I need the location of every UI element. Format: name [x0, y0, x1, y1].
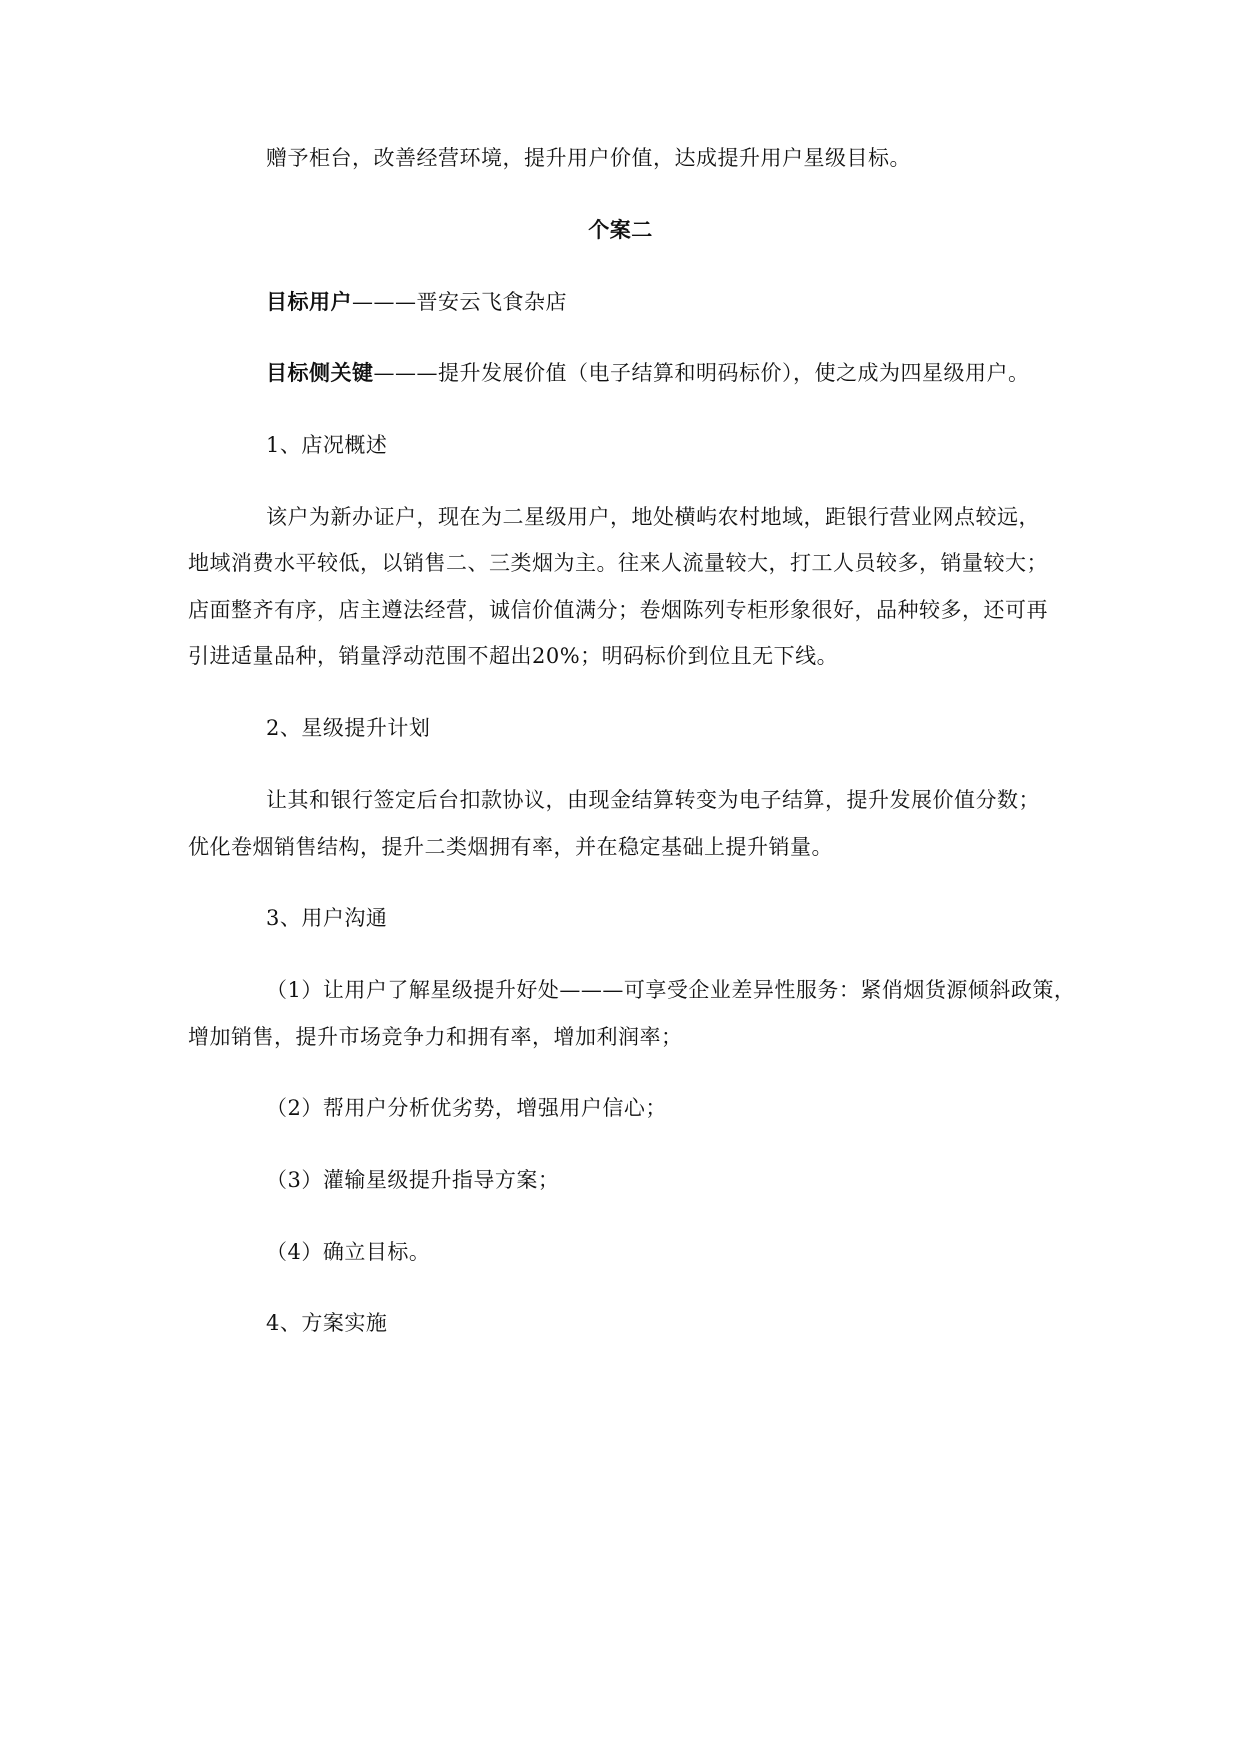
target-key-label: 目标侧关键	[266, 361, 374, 385]
section-1-title: 1、店况概述	[266, 433, 388, 457]
target-key-value: ———提升发展价值（电子结算和明码标价），使之成为四星级用户。	[373, 361, 1030, 385]
target-user-value: ———晋安云飞食杂店	[352, 290, 567, 314]
target-user-label: 目标用户	[266, 290, 352, 314]
section-4-title: 4、方案实施	[266, 1311, 388, 1335]
section-3-item-2: （2）帮用户分析优劣势，增强用户信心；	[266, 1096, 667, 1120]
section-1-line: 该户为新办证户，现在为二星级用户，地处横屿农村地域，距银行营业网点较远，	[266, 505, 1040, 529]
section-1-line: 店面整齐有序，店主遵法经营，诚信价值满分；卷烟陈列专柜形象很好，品种较多，还可再	[188, 598, 1048, 622]
intro-tail-paragraph: 赠予柜台，改善经营环境，提升用户价值，达成提升用户星级目标。	[266, 146, 911, 170]
section-2-line: 让其和银行签定后台扣款协议，由现金结算转变为电子结算，提升发展价值分数；	[266, 788, 1040, 812]
section-1-line: 引进适量品种，销量浮动范围不超出20%；明码标价到位且无下线。	[188, 644, 839, 668]
section-2-line: 优化卷烟销售结构，提升二类烟拥有率，并在稳定基础上提升销量。	[188, 835, 833, 859]
target-key-line	[266, 358, 1030, 388]
target-user-line	[266, 287, 567, 317]
case-title: 个案二	[588, 218, 653, 242]
section-3-item-1-line: 增加销售，提升市场竞争力和拥有率，增加利润率；	[188, 1025, 683, 1049]
section-1-line: 地域消费水平较低，以销售二、三类烟为主。往来人流量较大，打工人员较多，销量较大；	[188, 551, 1048, 575]
section-3-title: 3、用户沟通	[266, 906, 388, 930]
section-3-item-3: （3）灌输星级提升指导方案；	[266, 1168, 560, 1192]
section-3-item-4: （4）确立目标。	[266, 1240, 431, 1264]
section-3-item-1-line: （1）让用户了解星级提升好处———可享受企业差异性服务：紧俏烟货源倾斜政策，	[266, 978, 1076, 1002]
section-2-title: 2、星级提升计划	[266, 716, 431, 740]
